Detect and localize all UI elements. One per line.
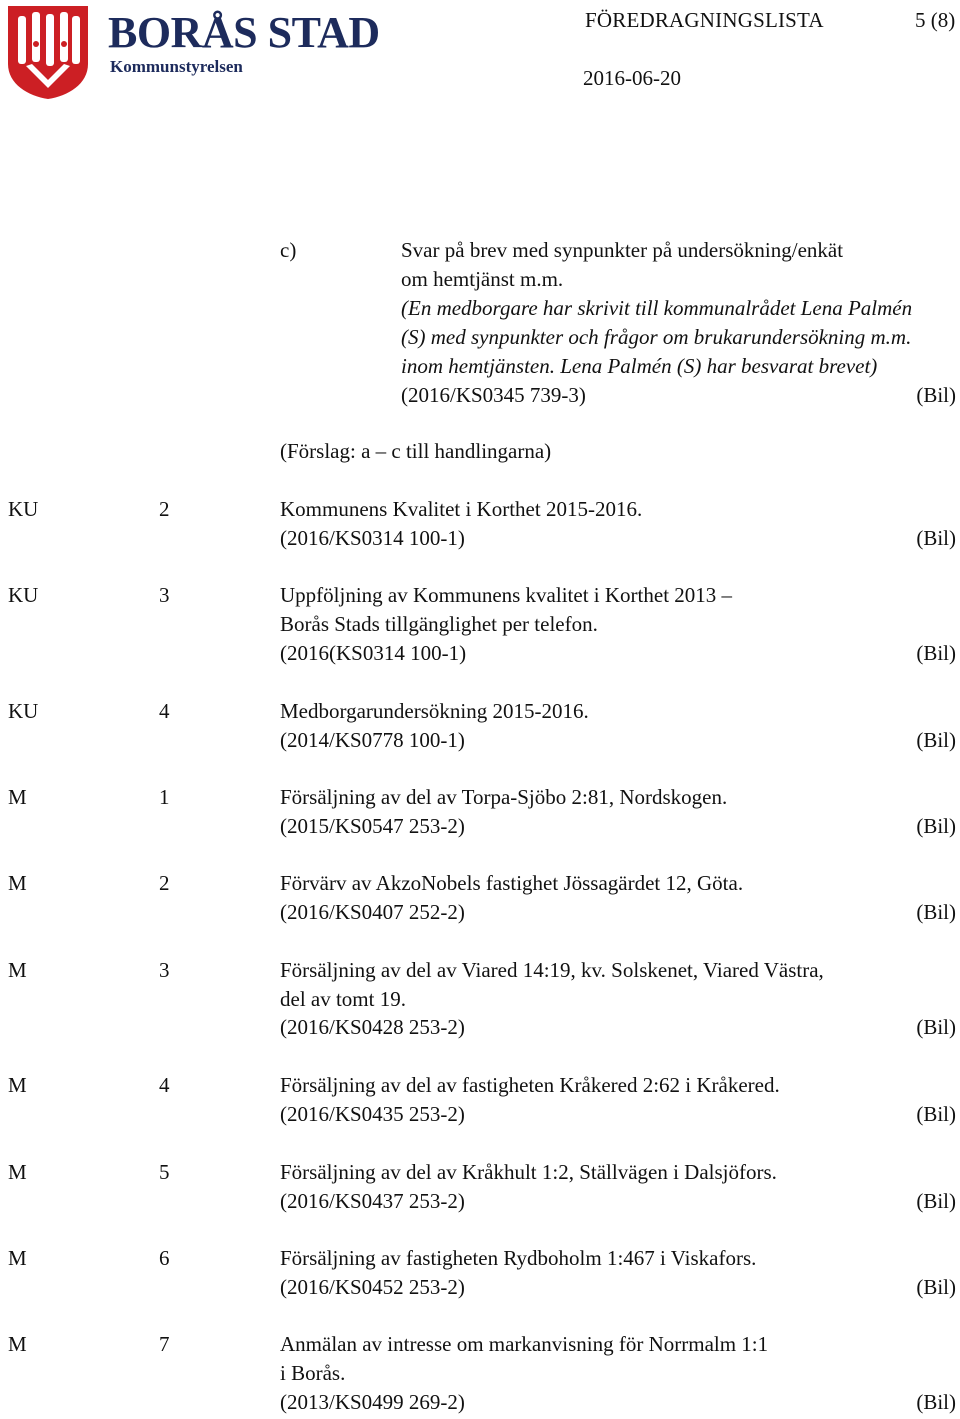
item-reference: (2016/KS0428 253-2) xyxy=(280,1015,465,1039)
item-title: Borås Stads tillgänglighet per telefon. xyxy=(280,612,598,636)
item-number: 6 xyxy=(159,1246,170,1270)
item-number: 3 xyxy=(159,958,170,982)
attachment-marker: (Bil) xyxy=(916,814,956,838)
item-number: 4 xyxy=(159,1073,170,1097)
item-title: Förvärv av AkzoNobels fastighet Jössagärdet 12, Göta. xyxy=(280,871,744,895)
item-label: KU xyxy=(8,583,39,607)
item-number: 2 xyxy=(159,871,170,895)
brand-subtitle: Kommunstyrelsen xyxy=(110,57,243,76)
item-reference: (2016/KS0314 100-1) xyxy=(280,526,465,550)
item-label: M xyxy=(8,1332,27,1356)
item-label: M xyxy=(8,785,27,809)
attachment-marker: (Bil) xyxy=(916,900,956,924)
item-reference: (2016/KS0437 253-2) xyxy=(280,1189,465,1213)
attachment-marker: (Bil) xyxy=(916,383,956,407)
document-title: FÖREDRAGNINGSLISTA xyxy=(585,8,824,32)
item-title: Försäljning av del av Torpa-Sjöbo 2:81, Nordskogen. xyxy=(280,785,728,809)
item-title: Försäljning av del av Viared 14:19, kv. Solskenet, Viared Västra, xyxy=(280,958,824,982)
proposal-note: (Förslag: a – c till handlingarna) xyxy=(280,439,552,463)
item-text-line: om hemtjänst m.m. xyxy=(401,267,564,291)
attachment-marker: (Bil) xyxy=(916,1189,956,1213)
item-number: 3 xyxy=(159,583,170,607)
item-number: 5 xyxy=(159,1160,170,1184)
attachment-marker: (Bil) xyxy=(916,1390,956,1414)
item-number: 4 xyxy=(159,699,170,723)
item-label: M xyxy=(8,871,27,895)
item-reference: (2015/KS0547 253-2) xyxy=(280,814,465,838)
item-title: Uppföljning av Kommunens kvalitet i Korthet 2013 – xyxy=(280,583,733,607)
item-reference: (2016(KS0314 100-1) xyxy=(280,641,467,665)
item-title: Kommunens Kvalitet i Korthet 2015-2016. xyxy=(280,497,643,521)
item-note-line: (S) med synpunkter och frågor om brukarundersökning m.m. xyxy=(401,325,912,349)
boras-coat-of-arms-logo xyxy=(6,4,90,100)
item-title: i Borås. xyxy=(280,1361,346,1385)
item-label: M xyxy=(8,1073,27,1097)
item-label: M xyxy=(8,958,27,982)
item-reference: (2016/KS0435 253-2) xyxy=(280,1102,465,1126)
item-number: 1 xyxy=(159,785,170,809)
attachment-marker: (Bil) xyxy=(916,641,956,665)
item-title: Anmälan av intresse om markanvisning för Norrmalm 1:1 xyxy=(280,1332,769,1356)
item-title: Medborgarundersökning 2015-2016. xyxy=(280,699,589,723)
item-reference: (2016/KS0407 252-2) xyxy=(280,900,465,924)
item-reference: (2016/KS0452 253-2) xyxy=(280,1275,465,1299)
item-reference: (2016/KS0345 739-3) xyxy=(401,383,586,407)
item-number: 2 xyxy=(159,497,170,521)
item-title: Försäljning av del av fastigheten Kråkered 2:62 i Kråkered. xyxy=(280,1073,780,1097)
attachment-marker: (Bil) xyxy=(916,1015,956,1039)
coat-of-arms-icon xyxy=(6,4,90,100)
item-label: M xyxy=(8,1246,27,1270)
item-text-line: Svar på brev med synpunkter på undersökning/enkät xyxy=(401,238,844,262)
item-title: del av tomt 19. xyxy=(280,987,406,1011)
attachment-marker: (Bil) xyxy=(916,1275,956,1299)
attachment-marker: (Bil) xyxy=(916,1102,956,1126)
item-label: KU xyxy=(8,699,39,723)
brand-name: BORÅS STAD xyxy=(108,8,380,57)
item-label: KU xyxy=(8,497,39,521)
item-number: 7 xyxy=(159,1332,170,1356)
attachment-marker: (Bil) xyxy=(916,526,956,550)
item-title: Försäljning av fastigheten Rydboholm 1:467 i Viskafors. xyxy=(280,1246,757,1270)
document-date: 2016-06-20 xyxy=(583,66,681,90)
item-reference: (2014/KS0778 100-1) xyxy=(280,728,465,752)
item-label: M xyxy=(8,1160,27,1184)
page-number: 5 (8) xyxy=(915,8,956,32)
item-title: Försäljning av del av Kråkhult 1:2, Ställvägen i Dalsjöfors. xyxy=(280,1160,777,1184)
item-reference: (2013/KS0499 269-2) xyxy=(280,1390,465,1414)
attachment-marker: (Bil) xyxy=(916,728,956,752)
item-note-line: (En medborgare har skrivit till kommunalrådet Lena Palmén xyxy=(401,296,913,320)
item-note-line: inom hemtjänsten. Lena Palmén (S) har besvarat brevet) xyxy=(401,354,878,378)
item-letter: c) xyxy=(280,238,297,262)
